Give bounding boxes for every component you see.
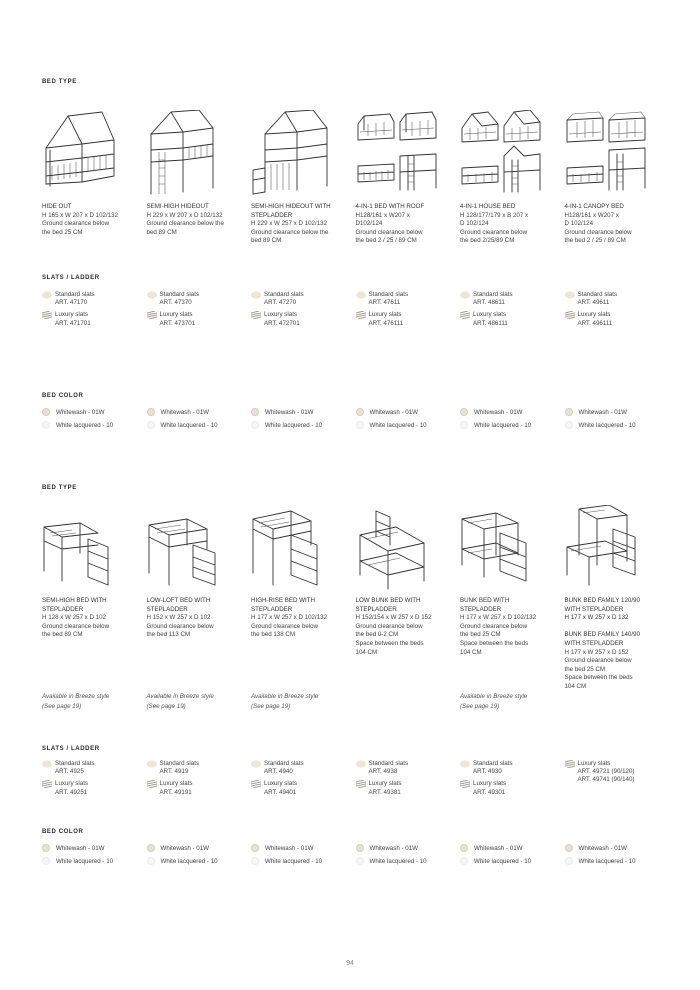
standard-slats-icon bbox=[356, 291, 366, 299]
white-lacquered-swatch-icon bbox=[42, 857, 50, 865]
product-name: 4-IN-1 HOUSE BED bbox=[460, 203, 516, 210]
slats-art: ART. 47611 bbox=[368, 299, 401, 307]
standard-slats-option bbox=[42, 760, 139, 776]
color-option-whitewash bbox=[565, 408, 662, 416]
slats-label: Standard slats bbox=[55, 760, 95, 767]
luxury-slats-icon bbox=[42, 780, 52, 788]
color-label: Whitewash - 01W bbox=[474, 408, 523, 416]
low-loft-bed-stepladder-illustration bbox=[147, 505, 244, 591]
slats-art: ART. 49301 bbox=[473, 788, 506, 796]
color-option-white-lacquered bbox=[251, 857, 348, 865]
page-number: 94 bbox=[346, 960, 354, 967]
white-lacquered-swatch-icon bbox=[565, 857, 573, 865]
color-label: White lacquered - 10 bbox=[474, 421, 532, 429]
product-details: H 152/154 x W 257 x D 152 Ground clearance below the bed 0-2 CM Space between the beds 104 CM bbox=[355, 614, 432, 656]
see-page-note: (See page 19) bbox=[42, 702, 82, 710]
luxury-slats-icon bbox=[565, 311, 575, 319]
section2-products-grid bbox=[42, 505, 662, 591]
breeze-availability-note: Available in Breeze style bbox=[460, 693, 528, 700]
luxury-slats-option bbox=[460, 780, 557, 796]
color-option-white-lacquered bbox=[147, 421, 244, 429]
slats-label: Luxury slats bbox=[264, 780, 298, 788]
color-label: White lacquered - 10 bbox=[474, 857, 532, 865]
slats-label: Luxury slats bbox=[55, 780, 89, 788]
luxury-slats-option bbox=[356, 780, 453, 796]
color-option-white-lacquered bbox=[460, 421, 557, 429]
bunk-bed-stepladder-illustration bbox=[460, 505, 557, 591]
product-details: H128/161 x W207 x D 102/124 Ground clearance below the bed 2 / 25 / 89 CM bbox=[564, 211, 632, 245]
section2-color-title: BED COLOR bbox=[42, 829, 84, 835]
section2-product-text-row bbox=[42, 591, 662, 692]
color-option-whitewash bbox=[356, 408, 453, 416]
slats-art: ART. 49611 bbox=[577, 299, 610, 307]
product-card bbox=[147, 110, 252, 196]
product-name: BUNK BED FAMILY 120/90 WITH STEPLADDER H 177 x W 257 x D 132 BUNK BED FAMILY 140/90 WITH STEPLADDER bbox=[564, 597, 640, 647]
product-name: SEMI-HIGH HIDEOUT WITH STEPLADDER bbox=[251, 203, 331, 219]
section2-availability-row bbox=[42, 692, 662, 711]
section2-slats-title: SLATS / LADDER bbox=[42, 746, 100, 752]
standard-slats-option bbox=[460, 760, 557, 776]
standard-slats-option bbox=[565, 291, 662, 307]
slats-art: ART. 4930 bbox=[473, 768, 502, 776]
color-option-whitewash bbox=[251, 408, 348, 416]
semi-high-hideout-stepladder-illustration bbox=[251, 110, 348, 196]
breeze-availability-note: Available in Breeze style bbox=[42, 693, 110, 700]
slats-label: Standard slats bbox=[473, 291, 513, 298]
color-label: White lacquered - 10 bbox=[578, 857, 636, 865]
section1-products-grid bbox=[42, 110, 662, 196]
standard-slats-icon bbox=[251, 760, 261, 768]
color-label: Whitewash - 01W bbox=[56, 844, 105, 852]
white-lacquered-swatch-icon bbox=[565, 421, 573, 429]
product-card bbox=[356, 110, 461, 196]
product-details: H 229 x W 257 x D 102/132 Ground clearance below the bed 89 CM bbox=[251, 220, 329, 245]
white-lacquered-swatch-icon bbox=[356, 421, 364, 429]
luxury-slats-icon bbox=[147, 311, 157, 319]
product-name: LOW-LOFT BED WITH STEPLADDER bbox=[146, 597, 211, 613]
section1-slats-row bbox=[42, 291, 662, 332]
semi-high-bed-stepladder-illustration bbox=[42, 505, 139, 591]
product-details: H 229 x W 207 x D 102/132 Ground clearance below the bed 89 CM bbox=[146, 211, 224, 236]
white-lacquered-swatch-icon bbox=[251, 857, 259, 865]
luxury-slats-option bbox=[42, 311, 139, 327]
color-option-white-lacquered bbox=[356, 857, 453, 865]
product-name: SEMI-HIGH HIDEOUT bbox=[146, 203, 209, 210]
product-card bbox=[460, 505, 565, 591]
whitewash-swatch-icon bbox=[565, 408, 573, 416]
section2-color-row bbox=[42, 844, 662, 870]
product-card bbox=[460, 110, 565, 196]
color-option-white-lacquered bbox=[460, 857, 557, 865]
standard-slats-option bbox=[356, 291, 453, 307]
product-details: H 128/177/179 x B 207 x D 102/124 Ground clearance below the bed 2/25/89 CM bbox=[460, 211, 529, 245]
color-option-whitewash bbox=[460, 844, 557, 852]
low-bunk-bed-stepladder-illustration bbox=[356, 505, 453, 591]
color-option-whitewash bbox=[42, 408, 139, 416]
standard-slats-option bbox=[356, 760, 453, 776]
slats-art: ART. 4940 bbox=[264, 768, 293, 776]
color-option-white-lacquered bbox=[565, 421, 662, 429]
standard-slats-icon bbox=[460, 291, 470, 299]
whitewash-swatch-icon bbox=[460, 844, 468, 852]
luxury-slats-icon bbox=[356, 311, 366, 319]
standard-slats-option bbox=[460, 291, 557, 307]
slats-art: ART. 4925 bbox=[55, 768, 84, 776]
color-label: White lacquered - 10 bbox=[578, 421, 636, 429]
slats-label: Luxury slats bbox=[368, 311, 402, 319]
color-label: Whitewash - 01W bbox=[265, 408, 314, 416]
standard-slats-icon bbox=[251, 291, 261, 299]
slats-label: Standard slats bbox=[368, 760, 409, 767]
slats-art: ART. 49381 bbox=[368, 788, 401, 796]
slats-label: Standard slats bbox=[55, 291, 95, 298]
luxury-slats-icon bbox=[565, 760, 575, 768]
product-name: HIGH-RISE BED WITH STEPLADDER bbox=[251, 597, 315, 613]
standard-slats-option bbox=[251, 760, 348, 776]
whitewash-swatch-icon bbox=[460, 408, 468, 416]
product-details: H 177 x W 257 x D 102/132 Ground clearance below the bed 25 CM Space between the beds 104 CM bbox=[460, 614, 537, 656]
slats-art: ART. 47170 bbox=[55, 299, 88, 307]
slats-label: Luxury slats bbox=[55, 311, 89, 319]
standard-slats-option bbox=[147, 291, 244, 307]
product-details: H128/161 x W207 x D102/124 Ground clearance below the bed 2 / 25 / 89 CM bbox=[355, 211, 423, 245]
slats-label: Standard slats bbox=[159, 760, 200, 767]
color-label: Whitewash - 01W bbox=[578, 844, 627, 852]
color-label: White lacquered - 10 bbox=[265, 857, 323, 865]
standard-slats-icon bbox=[42, 291, 52, 299]
color-option-whitewash bbox=[147, 844, 244, 852]
slats-label: Luxury slats bbox=[473, 311, 507, 319]
standard-slats-icon bbox=[356, 760, 366, 768]
standard-slats-icon bbox=[147, 291, 157, 299]
slats-label: Standard slats bbox=[264, 760, 304, 767]
whitewash-swatch-icon bbox=[251, 844, 259, 852]
section1-product-text-row bbox=[42, 197, 662, 246]
standard-slats-icon bbox=[460, 760, 470, 768]
section1-bed-type-title: BED TYPE bbox=[42, 79, 77, 85]
whitewash-swatch-icon bbox=[42, 408, 50, 416]
color-option-whitewash bbox=[460, 408, 557, 416]
luxury-slats-option bbox=[251, 311, 348, 327]
standard-slats-option bbox=[42, 291, 139, 307]
slats-art: ART. 4919 bbox=[159, 768, 189, 776]
product-name: BUNK BED WITH STEPLADDER bbox=[460, 597, 510, 613]
standard-slats-icon bbox=[147, 760, 157, 768]
whitewash-swatch-icon bbox=[356, 844, 364, 852]
whitewash-swatch-icon bbox=[251, 408, 259, 416]
color-label: White lacquered - 10 bbox=[160, 857, 218, 865]
slats-art: ART. 471701 bbox=[55, 319, 91, 327]
4-in-1-canopy-bed-illustration bbox=[565, 110, 662, 196]
luxury-slats-icon bbox=[356, 780, 366, 788]
slats-label: Luxury slats bbox=[577, 760, 611, 767]
product-card bbox=[565, 505, 670, 591]
whitewash-swatch-icon bbox=[565, 844, 573, 852]
slats-label: Standard slats bbox=[368, 291, 409, 298]
white-lacquered-swatch-icon bbox=[147, 421, 155, 429]
color-label: White lacquered - 10 bbox=[56, 857, 114, 865]
luxury-slats-option bbox=[147, 780, 244, 796]
color-option-white-lacquered bbox=[147, 857, 244, 865]
high-rise-bed-stepladder-illustration bbox=[251, 505, 348, 591]
slats-label: Standard slats bbox=[577, 291, 618, 298]
product-name: 4-IN-1 CANOPY BED bbox=[564, 203, 624, 210]
slats-label: Luxury slats bbox=[159, 311, 193, 319]
white-lacquered-swatch-icon bbox=[356, 857, 364, 865]
product-card bbox=[356, 505, 461, 591]
luxury-slats-icon bbox=[460, 780, 470, 788]
slats-art: ART. 47370 bbox=[159, 299, 192, 307]
whitewash-swatch-icon bbox=[147, 844, 155, 852]
standard-slats-icon bbox=[565, 291, 575, 299]
luxury-slats-option bbox=[565, 311, 662, 327]
color-label: White lacquered - 10 bbox=[56, 421, 114, 429]
slats-art: ART. 486111 bbox=[473, 319, 508, 327]
standard-slats-option bbox=[147, 760, 244, 776]
4-in-1-house-bed-illustration bbox=[460, 110, 557, 196]
luxury-slats-option bbox=[565, 760, 662, 785]
product-details: H 177 x W 257 x D 152 Ground clearance below the bed 25 CM Space between the beds 104 CM bbox=[564, 648, 633, 690]
product-name: 4-IN-1 BED WITH ROOF bbox=[355, 203, 425, 210]
color-option-white-lacquered bbox=[565, 857, 662, 865]
color-option-white-lacquered bbox=[42, 857, 139, 865]
hideout-bed-illustration bbox=[42, 110, 139, 196]
color-option-white-lacquered bbox=[42, 421, 139, 429]
color-label: White lacquered - 10 bbox=[265, 421, 323, 429]
white-lacquered-swatch-icon bbox=[147, 857, 155, 865]
slats-label: Standard slats bbox=[473, 760, 513, 767]
luxury-slats-option bbox=[356, 311, 453, 327]
color-label: White lacquered - 10 bbox=[369, 857, 427, 865]
luxury-slats-icon bbox=[460, 311, 470, 319]
color-label: Whitewash - 01W bbox=[56, 408, 105, 416]
product-name: SEMI-HIGH BED WITH STEPLADDER bbox=[42, 597, 107, 613]
product-details: H 152 x W 257 x D 102 Ground clearance below the bed 113 CM bbox=[146, 614, 214, 639]
product-details: H 128 x W 257 x D 102 Ground clearance below the bed 89 CM bbox=[42, 614, 110, 639]
slats-art: ART. 49191 bbox=[159, 788, 192, 796]
product-details: H 177 x W 257 x D 102/132 Ground clearance below the bed 138 CM bbox=[251, 614, 328, 639]
luxury-slats-icon bbox=[251, 311, 261, 319]
color-option-whitewash bbox=[565, 844, 662, 852]
see-page-note: (See page 19) bbox=[460, 702, 500, 710]
luxury-slats-option bbox=[251, 780, 348, 796]
luxury-slats-icon bbox=[147, 780, 157, 788]
product-name: LOW BUNK BED WITH STEPLADDER bbox=[355, 597, 421, 613]
white-lacquered-swatch-icon bbox=[460, 421, 468, 429]
color-option-white-lacquered bbox=[356, 421, 453, 429]
slats-art: ART. 472701 bbox=[264, 319, 300, 327]
slats-art: ART. 49401 bbox=[264, 788, 297, 796]
product-name: HIDE OUT bbox=[42, 203, 72, 210]
color-label: Whitewash - 01W bbox=[369, 408, 418, 416]
white-lacquered-swatch-icon bbox=[460, 857, 468, 865]
slats-art: ART. 49721 (90/120) ART. 49741 (90/140) bbox=[577, 768, 635, 784]
section1-color-row bbox=[42, 408, 662, 434]
breeze-availability-note: Available in Breeze style bbox=[146, 693, 214, 700]
slats-label: Standard slats bbox=[264, 291, 304, 298]
color-label: Whitewash - 01W bbox=[474, 844, 523, 852]
product-card bbox=[42, 505, 147, 591]
bunk-bed-family-stepladder-illustration bbox=[565, 505, 662, 591]
section2-bed-type-title: BED TYPE bbox=[42, 485, 77, 491]
slats-label: Standard slats bbox=[159, 291, 200, 298]
whitewash-swatch-icon bbox=[42, 844, 50, 852]
luxury-slats-icon bbox=[251, 780, 261, 788]
semi-high-hideout-illustration bbox=[147, 110, 244, 196]
product-card bbox=[251, 110, 356, 196]
slats-art: ART. 47270 bbox=[264, 299, 297, 307]
slats-label: Luxury slats bbox=[264, 311, 298, 319]
slats-label: Luxury slats bbox=[577, 311, 611, 319]
color-option-whitewash bbox=[251, 844, 348, 852]
white-lacquered-swatch-icon bbox=[42, 421, 50, 429]
standard-slats-option bbox=[251, 291, 348, 307]
color-label: Whitewash - 01W bbox=[265, 844, 314, 852]
color-option-whitewash bbox=[42, 844, 139, 852]
slats-art: ART. 48611 bbox=[473, 299, 505, 307]
luxury-slats-option bbox=[460, 311, 557, 327]
standard-slats-icon bbox=[42, 760, 52, 768]
slats-art: ART. 496111 bbox=[577, 319, 613, 327]
product-details: H 165 x W 207 x D 102/132 Ground clearance below the bed 25 CM bbox=[42, 211, 119, 236]
slats-art: ART. 4938 bbox=[368, 768, 398, 776]
see-page-note: (See page 19) bbox=[251, 702, 291, 710]
color-label: Whitewash - 01W bbox=[160, 844, 209, 852]
luxury-slats-option bbox=[147, 311, 244, 327]
color-label: Whitewash - 01W bbox=[160, 408, 209, 416]
section1-slats-title: SLATS / LADDER bbox=[42, 275, 100, 281]
color-option-white-lacquered bbox=[251, 421, 348, 429]
color-option-whitewash bbox=[356, 844, 453, 852]
color-label: Whitewash - 01W bbox=[369, 844, 418, 852]
white-lacquered-swatch-icon bbox=[251, 421, 259, 429]
slats-label: Luxury slats bbox=[473, 780, 507, 788]
breeze-availability-note: Available in Breeze style bbox=[251, 693, 319, 700]
slats-art: ART. 49251 bbox=[55, 788, 88, 796]
slats-label: Luxury slats bbox=[368, 780, 402, 788]
see-page-note: (See page 19) bbox=[146, 702, 186, 710]
color-option-whitewash bbox=[147, 408, 244, 416]
product-card bbox=[42, 110, 147, 196]
section2-slats-row bbox=[42, 760, 662, 801]
product-card bbox=[147, 505, 252, 591]
slats-art: ART. 476111 bbox=[368, 319, 404, 327]
color-label: White lacquered - 10 bbox=[369, 421, 427, 429]
whitewash-swatch-icon bbox=[356, 408, 364, 416]
whitewash-swatch-icon bbox=[147, 408, 155, 416]
slats-label: Luxury slats bbox=[159, 780, 193, 788]
color-label: Whitewash - 01W bbox=[578, 408, 627, 416]
4-in-1-bed-with-roof-illustration bbox=[356, 110, 453, 196]
color-label: White lacquered - 10 bbox=[160, 421, 218, 429]
product-card bbox=[251, 505, 356, 591]
luxury-slats-option bbox=[42, 780, 139, 796]
slats-art: ART. 473701 bbox=[159, 319, 196, 327]
product-card bbox=[565, 110, 670, 196]
luxury-slats-icon bbox=[42, 311, 52, 319]
section1-color-title: BED COLOR bbox=[42, 393, 84, 399]
